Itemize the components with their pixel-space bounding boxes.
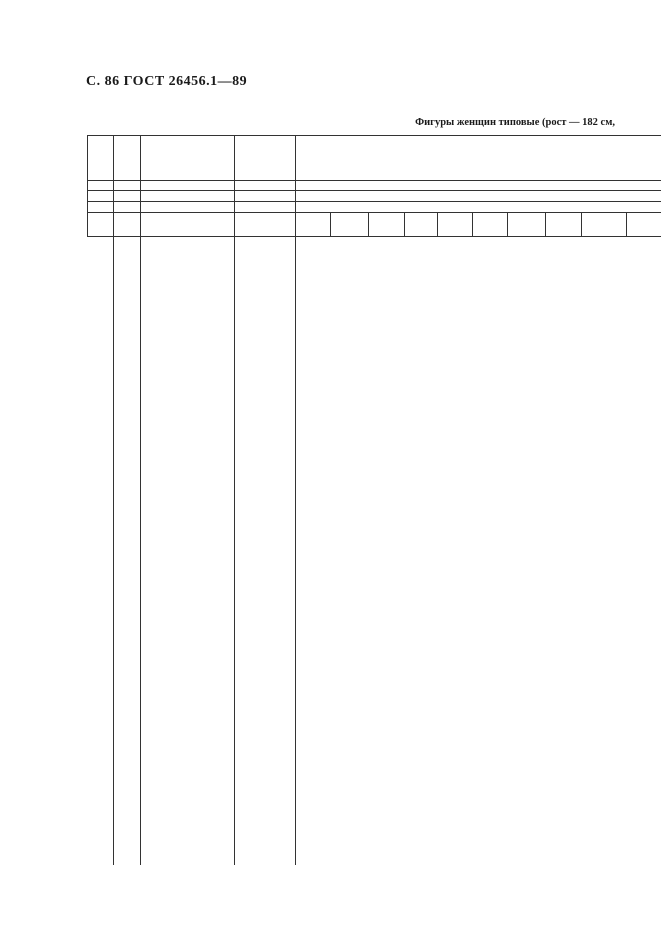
value-column-line bbox=[472, 212, 473, 236]
page-title: С. 86 ГОСТ 26456.1—89 bbox=[86, 74, 248, 89]
header-rule-4 bbox=[87, 212, 661, 213]
value-column-line bbox=[507, 212, 508, 236]
value-column-line bbox=[437, 212, 438, 236]
column-line bbox=[87, 135, 88, 236]
value-column-line bbox=[581, 212, 582, 236]
column-line bbox=[234, 135, 235, 865]
table-caption: Фигуры женщин типовые (рост — 182 см, bbox=[415, 117, 615, 128]
header-rule-5 bbox=[87, 236, 661, 237]
column-line bbox=[295, 135, 296, 865]
value-column-line bbox=[368, 212, 369, 236]
value-column-line bbox=[545, 212, 546, 236]
header-rule-1 bbox=[87, 180, 661, 181]
value-column-line bbox=[330, 212, 331, 236]
header-rule-2 bbox=[87, 190, 661, 191]
header-top-line bbox=[87, 135, 661, 136]
value-column-line bbox=[626, 212, 627, 236]
column-line bbox=[113, 135, 114, 865]
value-column-line bbox=[404, 212, 405, 236]
header-rule-3 bbox=[87, 201, 661, 202]
column-line bbox=[140, 135, 141, 865]
